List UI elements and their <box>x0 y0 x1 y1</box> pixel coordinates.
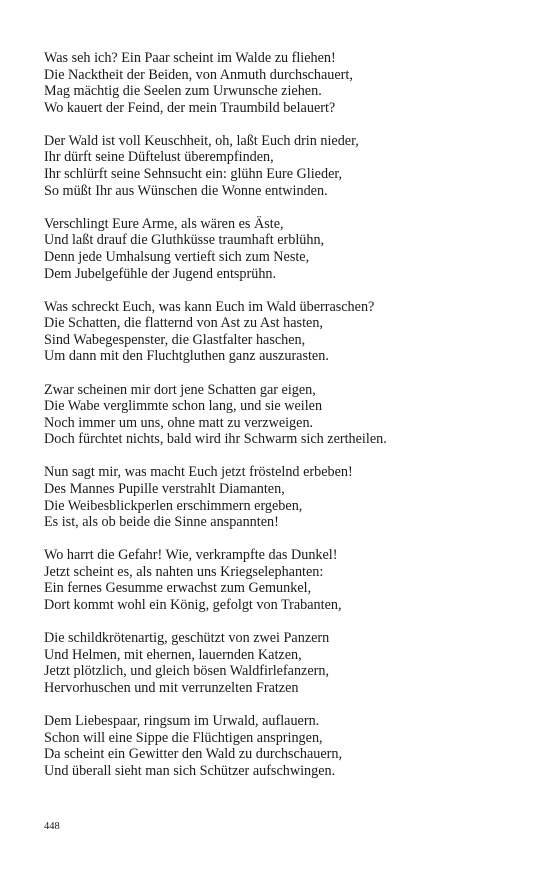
stanza-9 <box>44 713 514 779</box>
verse-line: Da scheint ein Gewitter den Wald zu durchschauern, <box>44 746 342 763</box>
verse-line: Die Wabe verglimmte schon lang, und sie weilen <box>44 398 323 415</box>
stanza-2 <box>44 133 514 199</box>
verse-line: Es ist, als ob beide die Sinne anspannten! <box>44 514 279 531</box>
verse-line: Hervorhuschen und mit verrunzelten Fratzen <box>44 679 299 696</box>
verse-line: Mag mächtig die Seelen zum Urwunsche ziehen. <box>44 83 322 100</box>
verse-line: Dort kommt wohl ein König, gefolgt von Trabanten, <box>44 597 342 614</box>
verse-line: Ihr dürft seine Düftelust überempfinden, <box>44 149 274 166</box>
poem-body <box>44 50 514 796</box>
verse-line: Und Helmen, mit ehernen, lauernden Katzen, <box>44 646 302 663</box>
verse-line: Dem Jubelgefühle der Jugend entsprühn. <box>44 265 277 282</box>
verse-line: Dem Liebespaar, ringsum im Urwald, auflauern. <box>44 713 320 729</box>
stanza-8 <box>44 630 514 696</box>
verse-line: Die Schatten, die flatternd von Ast zu Ast hasten, <box>44 315 323 332</box>
verse-line: Wo harrt die Gefahr! Wie, verkrampfte das Dunkel! <box>44 547 338 564</box>
verse-line: So müßt Ihr aus Wünschen die Wonne entwinden. <box>44 182 328 199</box>
verse-line: Jetzt plötzlich, und gleich bösen Waldfirlefanzern, <box>44 663 330 680</box>
verse-line: Wo kauert der Feind, der mein Traumbild belauert? <box>44 99 336 116</box>
verse-line: Des Mannes Pupille verstrahlt Diamanten, <box>44 480 285 497</box>
verse-line: Doch fürchtet nichts, bald wird ihr Schwarm sich zertheilen. <box>44 431 387 448</box>
verse-line: Ein fernes Gesumme erwachst zum Gemunkel, <box>44 580 312 597</box>
stanza-3 <box>44 216 514 282</box>
stanza-6 <box>44 464 514 530</box>
stanza-7 <box>44 547 514 613</box>
verse-line: Verschlingt Eure Arme, als wären es Äste, <box>44 215 284 232</box>
stanza-4 <box>44 299 514 365</box>
stanza-1 <box>44 50 514 116</box>
verse-line: Was seh ich? Ein Paar scheint im Walde zu fliehen! <box>44 50 336 66</box>
verse-line: Um dann mit den Fluchtgluthen ganz auszurasten. <box>44 348 329 365</box>
verse-line: Die Nacktheit der Beiden, von Anmuth durchschauert, <box>44 66 353 83</box>
page-number: 448 <box>44 821 60 832</box>
verse-line: Der Wald ist voll Keuschheit, oh, laßt Euch drin nieder, <box>44 132 359 149</box>
verse-line: Die Weibesblickperlen erschimmern ergeben, <box>44 497 303 514</box>
stanza-5 <box>44 382 514 448</box>
verse-line: Die schildkrötenartig, geschützt von zwei Panzern <box>44 630 330 647</box>
verse-line: Sind Wabegespenster, die Glastfalter haschen, <box>44 331 306 348</box>
verse-line: Denn jede Umhalsung vertieft sich zum Neste, <box>44 248 310 265</box>
verse-line: Jetzt scheint es, als nahten uns Kriegselephanten: <box>44 563 324 580</box>
verse-line: Was schreckt Euch, was kann Euch im Wald überraschen? <box>44 298 375 315</box>
verse-line: Nun sagt mir, was macht Euch jetzt fröstelnd erbeben! <box>44 464 353 481</box>
verse-line: Und laßt drauf die Gluthküsse traumhaft erblühn, <box>44 232 325 249</box>
verse-line: Zwar scheinen mir dort jene Schatten gar eigen, <box>44 381 316 398</box>
verse-line: Ihr schlürft seine Sehnsucht ein: glühn Eure Glieder, <box>44 166 343 183</box>
verse-line: Und überall sieht man sich Schützer aufschwingen. <box>44 762 336 779</box>
verse-line: Schon will eine Sippe die Flüchtigen anspringen, <box>44 729 323 746</box>
verse-line: Noch immer um uns, ohne matt zu verzweigen. <box>44 414 314 431</box>
